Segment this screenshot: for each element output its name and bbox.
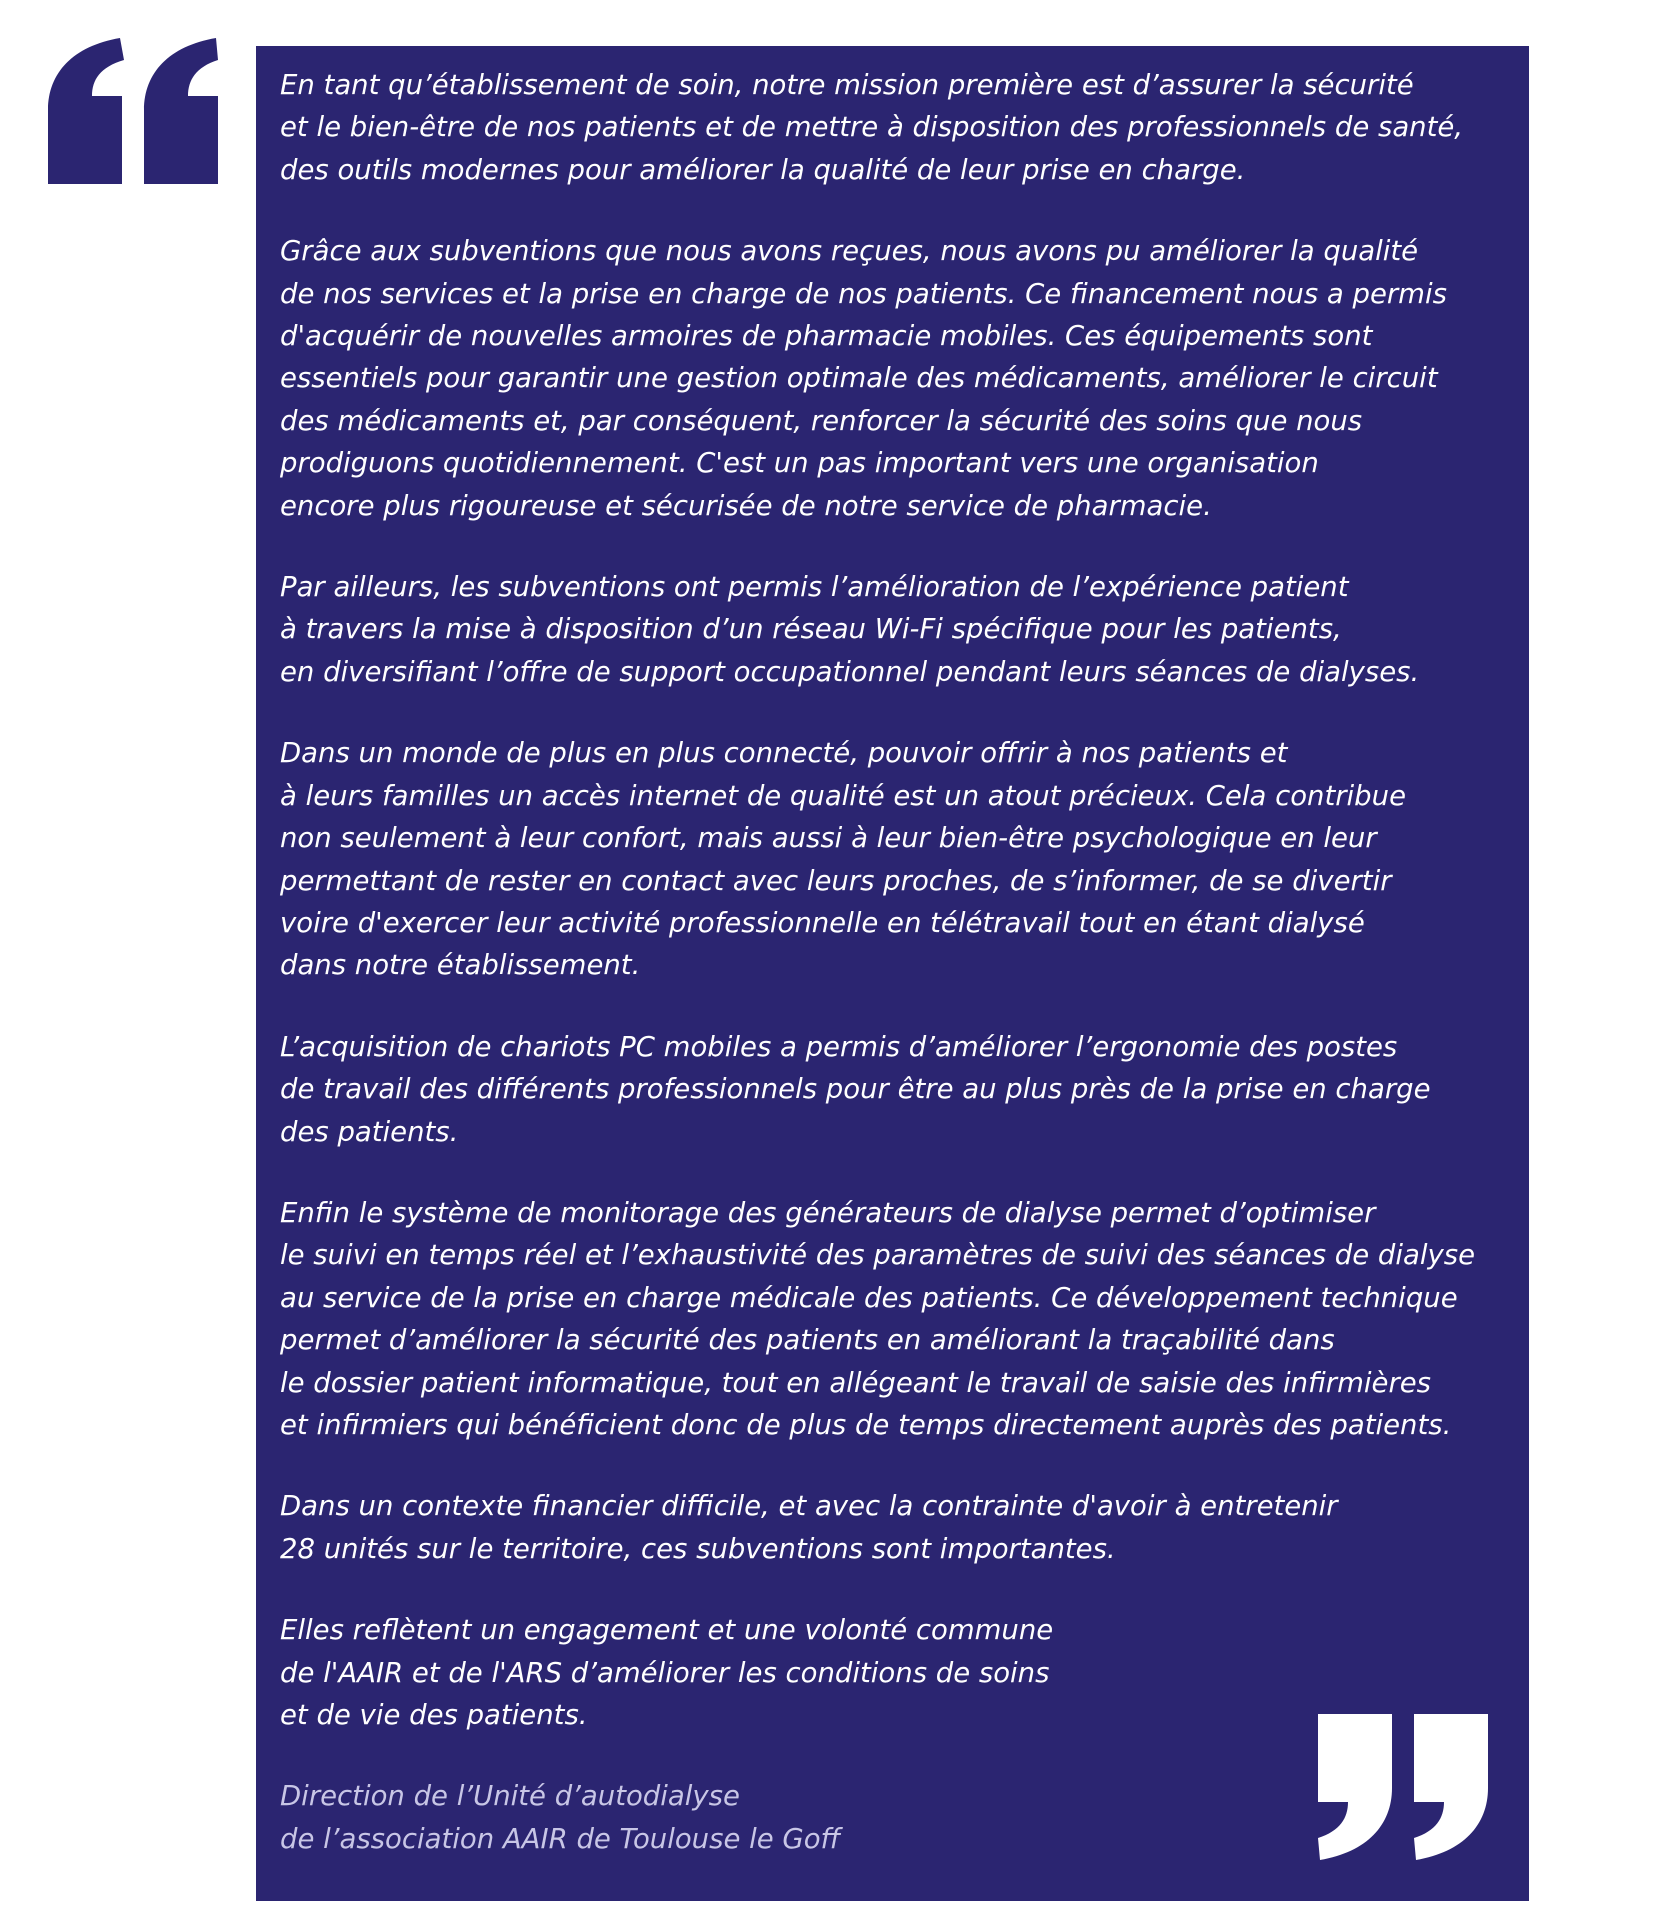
paragraph-line: voire d'exercer leur activité professionnelle en télétravail tout en étant dialysé [280,906,1365,939]
paragraph-line: au service de la prise en charge médicale des patients. Ce développement technique [280,1281,1458,1314]
paragraph-line: non seulement à leur confort, mais aussi à leur bien-être psychologique en leur [280,822,1377,855]
paragraph-line: d'acquérir de nouvelles armoires de pharmacie mobiles. Ces équipements sont [280,320,1373,353]
paragraph-line: encore plus rigoureuse et sécurisée de notre service de pharmacie. [280,489,1212,522]
paragraph-line: en diversifiant l’offre de support occupationnel pendant leurs séances de dialyses. [280,655,1420,688]
paragraph-line: Enfin le système de monitorage des générateurs de dialyse permet d’optimiser [280,1196,1376,1229]
paragraph-line: et de vie des patients. [280,1699,588,1731]
quote-panel [256,46,1529,1901]
paragraph-line: à travers la mise à disposition d’un réseau Wi-Fi spécifique pour les patients, [280,613,1342,646]
paragraph-line: des outils modernes pour améliorer la qualité de leur prise en charge. [280,153,1246,186]
paragraph-line: des patients. [280,1115,459,1148]
quote-body [280,64,1505,1736]
opening-quote-icon [48,38,218,184]
paragraph-line: essentiels pour garantir une gestion optimale des médicaments, améliorer le circuit [280,362,1438,395]
paragraph-line: le suivi en temps réel et l’exhaustivité des paramètres de suivi des séances de dialyse [280,1239,1475,1272]
paragraph [280,566,1505,693]
paragraph-line: En tant qu’établissement de soin, notre mission première est d’assurer la sécurité [280,69,1414,101]
paragraph-line: L’acquisition de chariots PC mobiles a permis d’améliorer l’ergonomie des postes [280,1030,1398,1063]
paragraph-line: dans notre établissement. [280,949,641,982]
paragraph-line: Par ailleurs, les subventions ont permis l’amélioration de l’expérience patient [280,571,1349,604]
paragraph-line: Elles reflètent un engagement et une volonté commune [280,1614,1054,1647]
paragraph-line: le dossier patient informatique, tout en allégeant le travail de saisie des infirmières [280,1366,1431,1399]
paragraph [280,64,1505,191]
paragraph-line: de travail des différents professionnels pour être au plus près de la prise en charge [280,1073,1431,1106]
paragraph-line: des médicaments et, par conséquent, renforcer la sécurité des soins que nous [280,404,1363,437]
paragraph [280,230,1505,527]
paragraph-line: prodiguons quotidiennement. C'est un pas important vers une organisation [280,447,1319,480]
paragraph [280,1485,1505,1570]
paragraph [280,1192,1505,1446]
closing-quote-icon [1318,1714,1488,1860]
paragraph-line: permet d’améliorer la sécurité des patients en améliorant la traçabilité dans [280,1324,1335,1357]
signature-line: Direction de l’Unité d’autodialyse [280,1780,740,1813]
paragraph-line: Grâce aux subventions que nous avons reçues, nous avons pu améliorer la qualité [280,235,1419,268]
paragraph-line: de nos services et la prise en charge de nos patients. Ce financement nous a permis [280,277,1447,310]
paragraph-line: permettant de rester en contact avec leurs proches, de s’informer, de se divertir [280,864,1392,897]
signature-line: de l’association AAIR de Toulouse le Goff [280,1822,841,1855]
paragraph [280,732,1505,986]
paragraph-line: 28 unités sur le territoire, ces subventions sont importantes. [280,1532,1116,1565]
paragraph-line: et infirmiers qui bénéficient donc de plus de temps directement auprès des patients. [280,1408,1452,1441]
paragraph-line: Dans un monde de plus en plus connecté, pouvoir offrir à nos patients et [280,737,1288,770]
paragraph [280,1026,1505,1153]
paragraph-line: Dans un contexte financier difficile, et avec la contrainte d'avoir à entretenir [280,1490,1338,1523]
paragraph-line: et le bien-être de nos patients et de mettre à disposition des professionnels de santé, [280,111,1464,144]
paragraph-line: à leurs familles un accès internet de qualité est un atout précieux. Cela contribue [280,779,1406,812]
paragraph-line: de l'AAIR et de l'ARS d’améliorer les conditions de soins [280,1656,1050,1689]
